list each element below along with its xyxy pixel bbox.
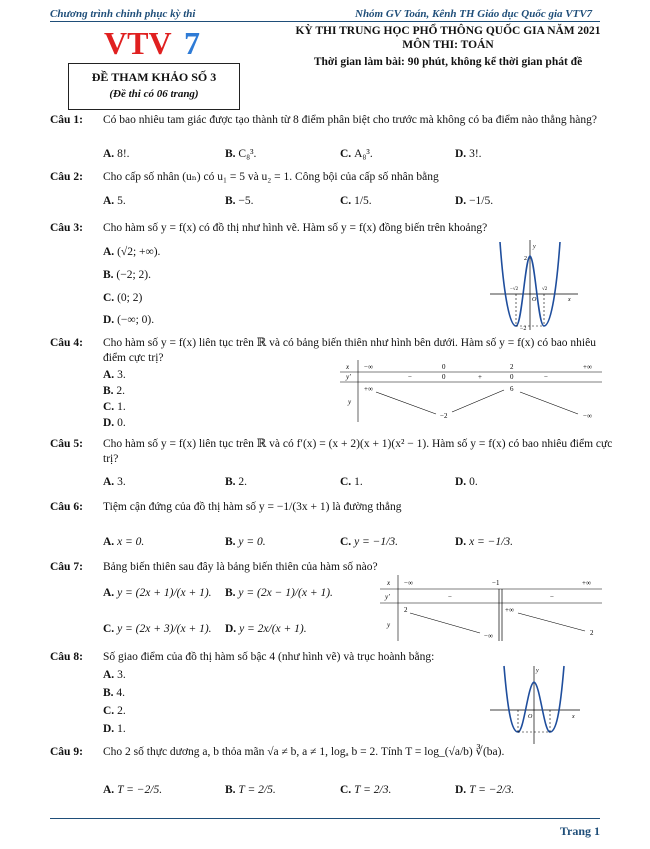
svg-text:7: 7 xyxy=(184,25,200,60)
option-d: D. −1/5. xyxy=(455,195,494,207)
vt-x-value: 0 xyxy=(442,363,446,371)
option-b: B. 2. xyxy=(103,385,126,397)
question-text: Cho hàm số y = f(x) liên tục trên ℝ và có bảng biến thiên như hình bên dưới. Hàm số y = f(x) có bao nhiêu điểm cực trị? xyxy=(103,337,596,364)
option-a: A. 3. xyxy=(103,476,126,488)
question-text: Cho hàm số y = f(x) liên tục trên ℝ và có f′(x) = (x + 2)(x + 1)(x² − 1). Hàm số y = f(x) có bao nhiêu điểm cực trị? xyxy=(103,438,613,465)
option-b: B. 4. xyxy=(103,687,126,699)
vt-y-value: 6 xyxy=(510,385,514,393)
question-text: Có bao nhiêu tam giác được tạo thành từ 8 điểm phân biệt cho trước mà không có ba điểm nào thẳng hàng? xyxy=(103,114,597,126)
option-a: A. x = 0. xyxy=(103,536,145,548)
vt-y-value: +∞ xyxy=(364,385,373,393)
option-b: B. y = 0. xyxy=(225,536,266,548)
option-a: A. 5. xyxy=(103,195,126,207)
option-c: C. y = (2x + 3)/(x + 1). xyxy=(103,623,212,635)
vt-yp-zero: 0 xyxy=(442,373,446,381)
option-b: B. T = 2/5. xyxy=(225,784,276,796)
option-b: B. (−2; 2). xyxy=(103,269,152,281)
svg-text:2: 2 xyxy=(524,256,527,262)
svg-text:y: y xyxy=(536,668,539,674)
svg-text:O: O xyxy=(532,297,537,303)
option-d: D. 0. xyxy=(103,417,126,429)
quartic-graph-q3 xyxy=(490,238,580,330)
vt-y-value: +∞ xyxy=(505,606,514,614)
vt-y-value: 2 xyxy=(404,606,408,614)
vt-y-label: y xyxy=(387,621,391,629)
option-a: A. (√2; +∞). xyxy=(103,246,161,258)
question-number: Câu 8: xyxy=(50,651,83,663)
svg-text:x: x xyxy=(572,714,575,720)
option-d: D. 3!. xyxy=(455,148,482,160)
vt-x-label: x xyxy=(346,363,350,371)
option-d: D. x = −1/3. xyxy=(455,536,514,548)
vt-y-label: y xyxy=(348,398,352,406)
option-d: D. y = 2x/(x + 1). xyxy=(225,623,307,635)
vt-yp-label: y′ xyxy=(346,373,351,381)
vt-x-label: x xyxy=(387,579,391,587)
option-d: D. 0. xyxy=(455,476,478,488)
svg-text:−√2: −√2 xyxy=(510,287,519,292)
question-number: Câu 7: xyxy=(50,561,83,573)
exam-heading xyxy=(258,24,638,69)
header-right: Nhóm GV Toán, Kênh TH Giáo dục Quốc gia VTV7 xyxy=(355,8,593,20)
question-number: Câu 2: xyxy=(50,171,83,183)
vt-yp-sign: − xyxy=(408,373,412,381)
option-d: D. T = −2/3. xyxy=(455,784,515,796)
svg-text:VTV: VTV xyxy=(104,25,172,60)
option-d: D. (−∞; 0). xyxy=(103,314,155,326)
vt-x-value: +∞ xyxy=(582,579,591,587)
vt-y-value: −∞ xyxy=(484,632,493,640)
variation-table-q4 xyxy=(340,360,602,422)
option-a: A. y = (2x + 1)/(x + 1). xyxy=(103,587,212,599)
option-c: C. 1. xyxy=(103,401,126,413)
option-c: C. (0; 2) xyxy=(103,292,143,304)
svg-text:O: O xyxy=(528,714,533,720)
option-d: D. 1. xyxy=(103,723,126,735)
vt-x-value: −1 xyxy=(492,579,500,587)
svg-text:√2: √2 xyxy=(542,287,548,292)
page-number: Trang 1 xyxy=(559,824,600,838)
question-number: Câu 3: xyxy=(50,222,83,234)
svg-text:−2: −2 xyxy=(520,326,527,330)
option-b: B. C₈³. xyxy=(225,148,257,160)
vt-x-value: −∞ xyxy=(404,579,413,587)
question-number: Câu 1: xyxy=(50,114,83,126)
vt-yp-sign: − xyxy=(544,373,548,381)
vt-x-value: +∞ xyxy=(583,363,592,371)
option-a: A. 8!. xyxy=(103,148,130,160)
question-number: Câu 4: xyxy=(50,337,83,349)
vt-x-value: 2 xyxy=(510,363,514,371)
option-b: B. −5. xyxy=(225,195,254,207)
vt-yp-zero: 0 xyxy=(510,373,514,381)
question-text: Số giao điểm của đồ thị hàm số bậc 4 (như hình vẽ) và trục hoành bằng: xyxy=(103,651,435,663)
box-title: ĐỀ THAM KHẢO SỐ 3 xyxy=(91,70,217,84)
vt-yp-label: y′ xyxy=(385,593,390,601)
option-c: C. T = 2/3. xyxy=(340,784,392,796)
option-a: A. 3. xyxy=(103,669,126,681)
question-number: Câu 9: xyxy=(50,746,83,758)
svg-text:y: y xyxy=(533,244,536,250)
footer-divider xyxy=(50,818,600,819)
variation-table-q7 xyxy=(380,575,602,641)
vtv7-logo xyxy=(102,24,230,60)
question-text: Cho 2 số thực dương a, b thỏa mãn √a ≠ b, a ≠ 1, logₐ b = 2. Tính T = log_(√a/b) ∛(ba). xyxy=(103,746,505,758)
exam-title: KỲ THI TRUNG HỌC PHỔ THÔNG QUỐC GIA NĂM 2021 xyxy=(295,25,601,37)
question-text: Tiệm cận đứng của đồ thị hàm số y = −1/(3x + 1) là đường thẳng xyxy=(103,501,402,513)
question-number: Câu 6: xyxy=(50,501,83,513)
header-left: Chương trình chinh phục kỳ thi xyxy=(50,8,196,20)
exam-time: Thời gian làm bài: 90 phút, không kể thời gian phát đề xyxy=(313,56,583,68)
vt-yp-sign: − xyxy=(550,593,554,601)
header-divider xyxy=(50,21,600,22)
option-c: C. 2. xyxy=(103,705,126,717)
exam-subject: MÔN THI: TOÁN xyxy=(402,39,494,51)
vt-y-value: −2 xyxy=(440,412,448,420)
option-c: C. A₈³. xyxy=(340,148,373,160)
question-text: Bảng biến thiên sau đây là bảng biến thiên của hàm số nào? xyxy=(103,561,378,573)
question-text: Cho cấp số nhân (uₙ) có u₁ = 5 và u₂ = 1. Công bội của cấp số nhân bằng xyxy=(103,171,439,183)
option-b: B. 2. xyxy=(225,476,248,488)
box-subtitle: (Đề thi có 06 trang) xyxy=(109,88,199,100)
vt-yp-sign: + xyxy=(478,373,482,381)
option-b: B. y = (2x − 1)/(x + 1). xyxy=(225,587,333,599)
vt-x-value: −∞ xyxy=(364,363,373,371)
quartic-graph-q8 xyxy=(490,664,582,744)
vt-yp-sign: − xyxy=(448,593,452,601)
option-c: C. 1. xyxy=(340,476,363,488)
option-a: A. 3. xyxy=(103,369,126,381)
exam-code-box xyxy=(68,63,240,110)
vt-y-value: 2 xyxy=(590,629,594,637)
vt-y-value: −∞ xyxy=(583,412,592,420)
question-number: Câu 5: xyxy=(50,438,83,450)
svg-text:x: x xyxy=(568,297,571,303)
option-c: C. y = −1/3. xyxy=(340,536,399,548)
option-c: C. 1/5. xyxy=(340,195,372,207)
question-text: Cho hàm số y = f(x) có đồ thị như hình vẽ. Hàm số y = f(x) đồng biến trên khoảng? xyxy=(103,222,488,234)
option-a: A. T = −2/5. xyxy=(103,784,163,796)
